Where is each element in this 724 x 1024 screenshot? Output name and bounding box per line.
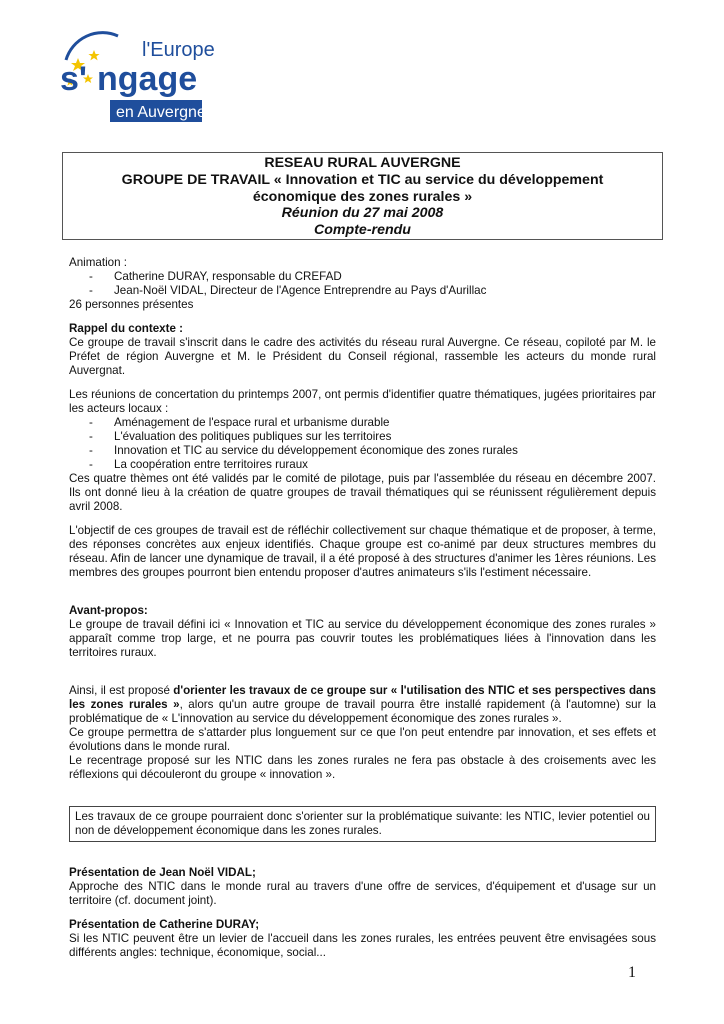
logo-line2b: ngage xyxy=(97,60,198,98)
vidal-heading: Présentation de Jean Noël VIDAL; xyxy=(69,866,256,879)
themes-list xyxy=(69,416,656,472)
duray-paragraph: Si les NTIC peuvent être un levier de l'accueil dans les zones rurales, les entrées peuvent être envisagées sous différents angles: technique, économique, social... xyxy=(69,932,656,959)
logo-line2a: s' xyxy=(60,60,87,98)
page-number: 1 xyxy=(628,964,636,981)
context-paragraph-4: L'objectif de ces groupes de travail est de réfléchir collectivement sur chaque thématique et de proposer, à terme, des réponses concrètes aux enjeux identifiés. Chaque groupe est co-animé par deux structures membres du réseau. Afin de lancer une dynamique de travail, il a été proposé à des structures d'animer les 1ères réunions. Les membres des groupes pourront bien entendu proposer d'autres animateurs s'ils l'estiment nécessaire. xyxy=(69,524,656,579)
title-line-2: GROUPE DE TRAVAIL « Innovation et TIC au service du développement xyxy=(121,171,604,188)
list-item: - Aménagement de l'espace rural et urbanisme durable xyxy=(89,416,390,429)
list-item: - L'évaluation des politiques publiques sur les territoires xyxy=(89,430,392,443)
vidal-paragraph: Approche des NTIC dans le monde rural au travers d'une offre de services, d'équipement et d'usage sur un territoire (cf. document joint). xyxy=(69,880,656,907)
attendance: 26 personnes présentes xyxy=(69,298,194,311)
title-line-5: Compte-rendu xyxy=(314,222,411,239)
duray-heading: Présentation de Catherine DURAY; xyxy=(69,918,260,931)
foreword-heading: Avant-propos: xyxy=(69,604,148,617)
list-item: - Innovation et TIC au service du développement économique des zones rurales xyxy=(89,444,518,457)
context-paragraph-3: Ces quatre thèmes ont été validés par le comité de pilotage, puis par l'assemblée du réseau en décembre 2007. Ils ont donné lieu à la création de quatre groupes de travail thématiques qui se réunissent régulièrement depuis avril 2008. xyxy=(69,472,656,513)
logo-line3: en Auvergne xyxy=(116,104,206,121)
animation-list xyxy=(69,270,656,298)
animation-label: Animation : xyxy=(69,256,127,269)
foreword-paragraph-1: Le groupe de travail défini ici « Innovation et TIC au service du développement économique des zones rurales » apparaît comme trop large, et ne pourra pas couvrir toutes les problématiques liées à l'innovation dans les territoires ruraux. xyxy=(69,618,656,659)
context-paragraph-2: Les réunions de concertation du printemps 2007, ont permis d'identifier quatre thématiques, jugées prioritaires par les acteurs locaux : xyxy=(69,388,656,415)
context-heading: Rappel du contexte : xyxy=(69,322,184,335)
foreword-paragraph-4: Le recentrage proposé sur les NTIC dans les zones rurales ne fera pas obstacle à des croisements avec les réflexions qui découleront du groupe « innovation ». xyxy=(69,754,656,781)
framed-problem-statement: Les travaux de ce groupe pourraient donc s'orienter sur la problématique suivante: les NTIC, levier potentiel ou non de développement économique dans les zones rurales. xyxy=(69,806,656,842)
foreword-paragraph-2: Ainsi, il est proposé d'orienter les travaux de ce groupe sur « l'utilisation des NTIC et ses perspectives dans les zones rurales », alors qu'un autre groupe de travail pourra être installé rapidement (à l'automne) sur la problématique de « L'innovation au service du développement économique des zones rurales ». xyxy=(69,684,656,725)
title-box xyxy=(62,152,663,240)
list-item: - Jean-Noël VIDAL, Directeur de l'Agence Entreprendre au Pays d'Aurillac xyxy=(89,284,487,297)
title-line-1: RESEAU RURAL AUVERGNE xyxy=(264,155,461,171)
europe-engage-auvergne-logo xyxy=(58,30,215,126)
document-body xyxy=(69,256,656,960)
logo-line1: l'Europe xyxy=(142,39,215,61)
svg-text:s'ngage xyxy=(60,60,197,98)
title-line-3: économique des zones rurales » xyxy=(252,188,473,205)
list-item: - Catherine DURAY, responsable du CREFAD xyxy=(89,270,342,283)
context-paragraph-1: Ce groupe de travail s'inscrit dans le cadre des activités du réseau rural Auvergne. Ce réseau, copiloté par M. le Préfet de région Auvergne et M. le Président du Conseil régional, rassemble les acteurs du monde rural Auvergnat. xyxy=(69,336,656,377)
title-line-4: Réunion du 27 mai 2008 xyxy=(281,205,444,222)
foreword-paragraph-3: Ce groupe permettra de s'attarder plus longuement sur ce que l'on peut entendre par innovation, et ses effets et évolutions dans le monde rural. xyxy=(69,726,656,753)
list-item: - La coopération entre territoires ruraux xyxy=(89,458,308,471)
